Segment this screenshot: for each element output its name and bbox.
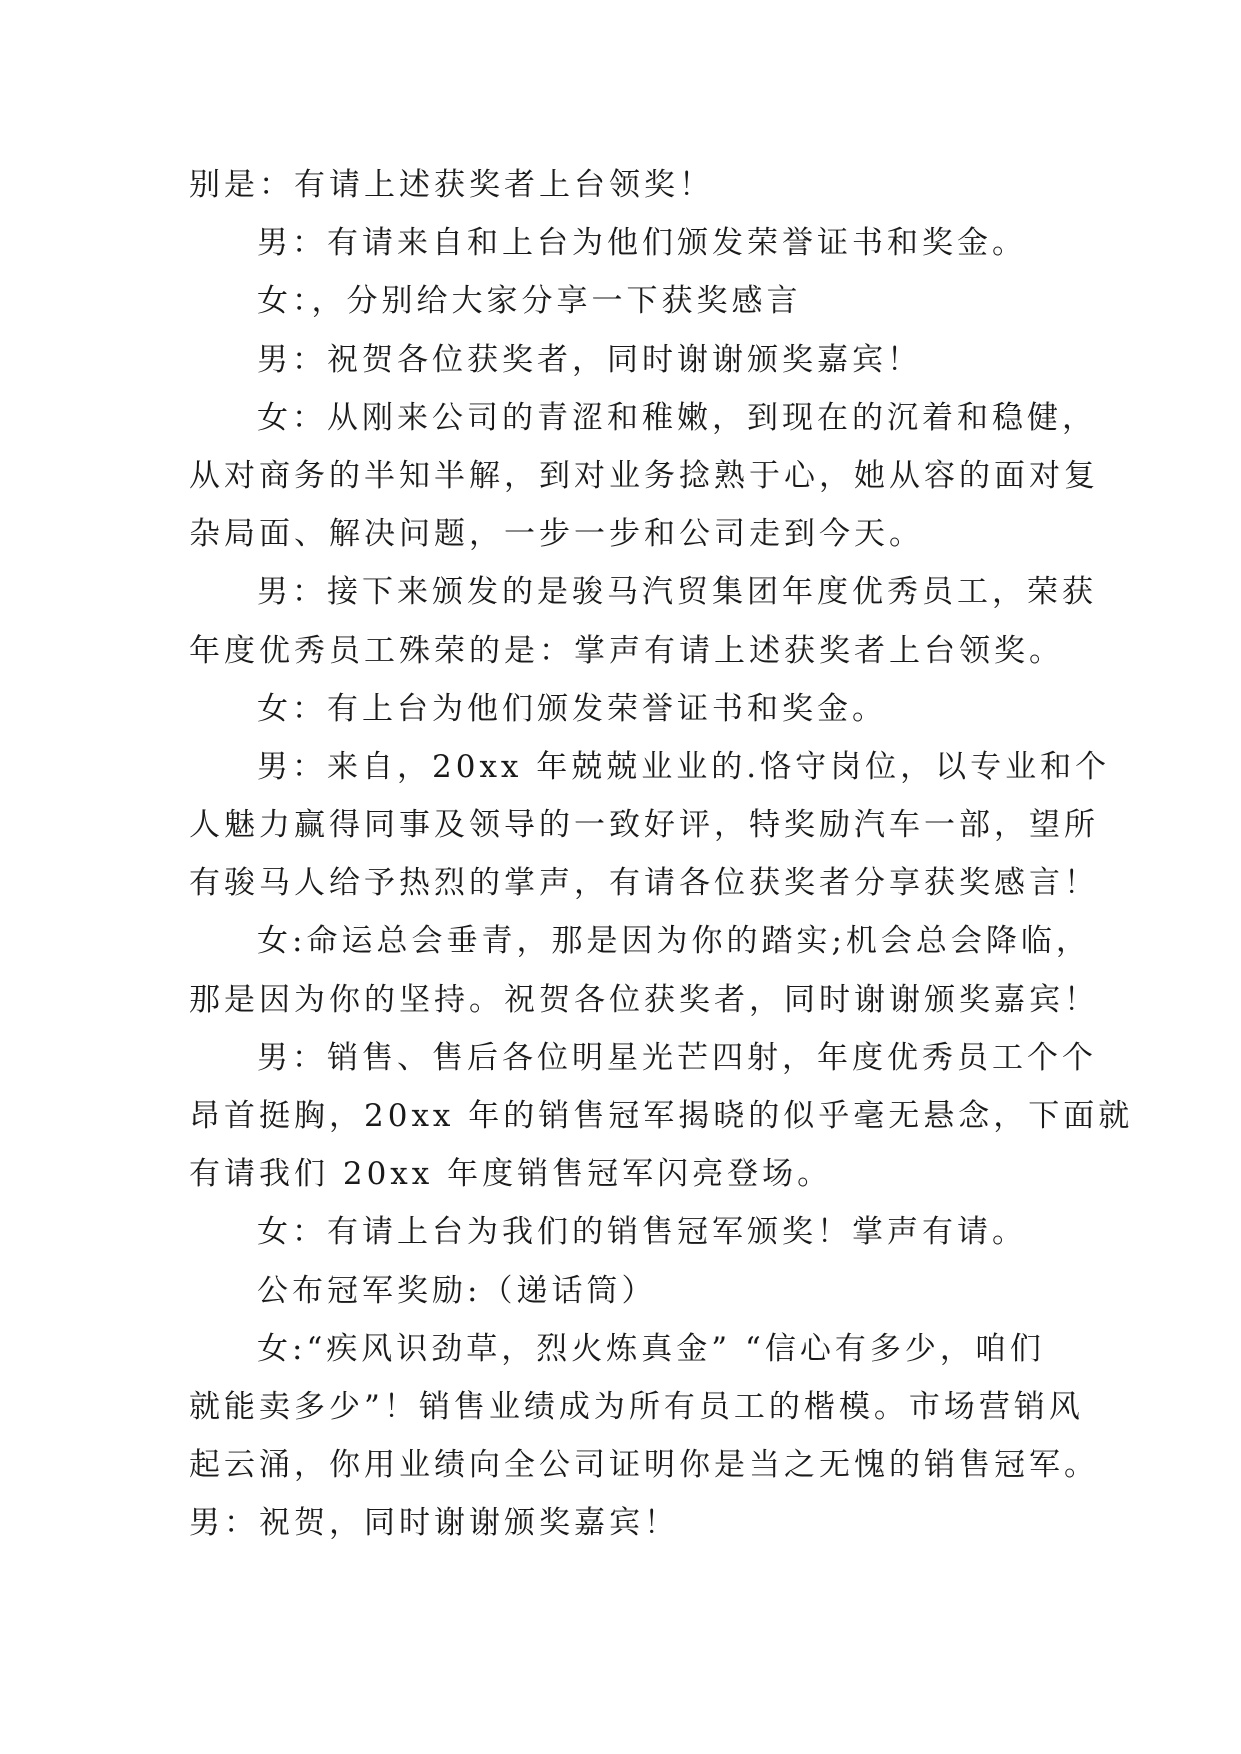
text-line: 男：祝贺，同时谢谢颁奖嘉宾！ (189, 1505, 679, 1542)
text-line: 那是因为你的坚持。祝贺各位获奖者，同时谢谢颁奖嘉宾！ (189, 981, 1099, 1018)
text-line: 别是：有请上述获奖者上台领奖！ (189, 167, 714, 203)
text-line: 从对商务的半知半解，到对业务捻熟于心，她从容的面对复 (189, 457, 1099, 494)
text-line: 有骏马人给予热烈的掌声，有请各位获奖者分享获奖感言！ (189, 865, 1099, 902)
text-line: 有请我们 20xx 年度销售冠军闪亮登场。 (189, 1156, 833, 1193)
text-line: 昂首挺胸，20xx 年的销售冠军揭晓的似乎毫无悬念，下面就 (189, 1098, 1134, 1134)
text-line: 男：来自，20xx 年兢兢业业的.恪守岗位，以专业和个 (257, 748, 1111, 785)
text-line: 起云涌，你用业绩向全公司证明你是当之无愧的销售冠军。 (189, 1447, 1099, 1484)
text-line: 女：有上台为他们颁发荣誉证书和奖金。 (257, 690, 887, 727)
text-line: 女:“疾风识劲草，烈火炼真金” “信心有多少，咱们 (257, 1330, 1045, 1367)
text-line: 女:命运总会垂青，那是因为你的踏实;机会总会降临， (257, 923, 1091, 960)
text-line: 女：有请上台为我们的销售冠军颁奖！掌声有请。 (257, 1214, 1027, 1251)
text-line: 男：祝贺各位获奖者，同时谢谢颁奖嘉宾！ (257, 341, 922, 378)
text-line: 女：，分别给大家分享一下获奖感言 (257, 283, 802, 320)
text-line: 公布冠军奖励:（递话筒） (257, 1272, 657, 1309)
text-line: 男：有请来自和上台为他们颁发荣誉证书和奖金。 (257, 225, 1027, 262)
text-line: 女：从刚来公司的青涩和稚嫩，到现在的沉着和稳健， (257, 399, 1097, 436)
text-line: 男：销售、售后各位明星光芒四射，年度优秀员工个个 (257, 1039, 1097, 1076)
text-line: 杂局面、解决问题，一步一步和公司走到今天。 (189, 516, 924, 553)
text-line: 就能卖多少”！销售业绩成为所有员工的楷模。市场营销风 (189, 1388, 1084, 1425)
document-body (189, 156, 1134, 1553)
text-line: 人魅力赢得同事及领导的一致好评，特奖励汽车一部，望所 (189, 807, 1099, 844)
text-line: 年度优秀员工殊荣的是：掌声有请上述获奖者上台领奖。 (189, 632, 1064, 669)
text-line: 男：接下来颁发的是骏马汽贸集团年度优秀员工，荣获 (257, 574, 1097, 611)
